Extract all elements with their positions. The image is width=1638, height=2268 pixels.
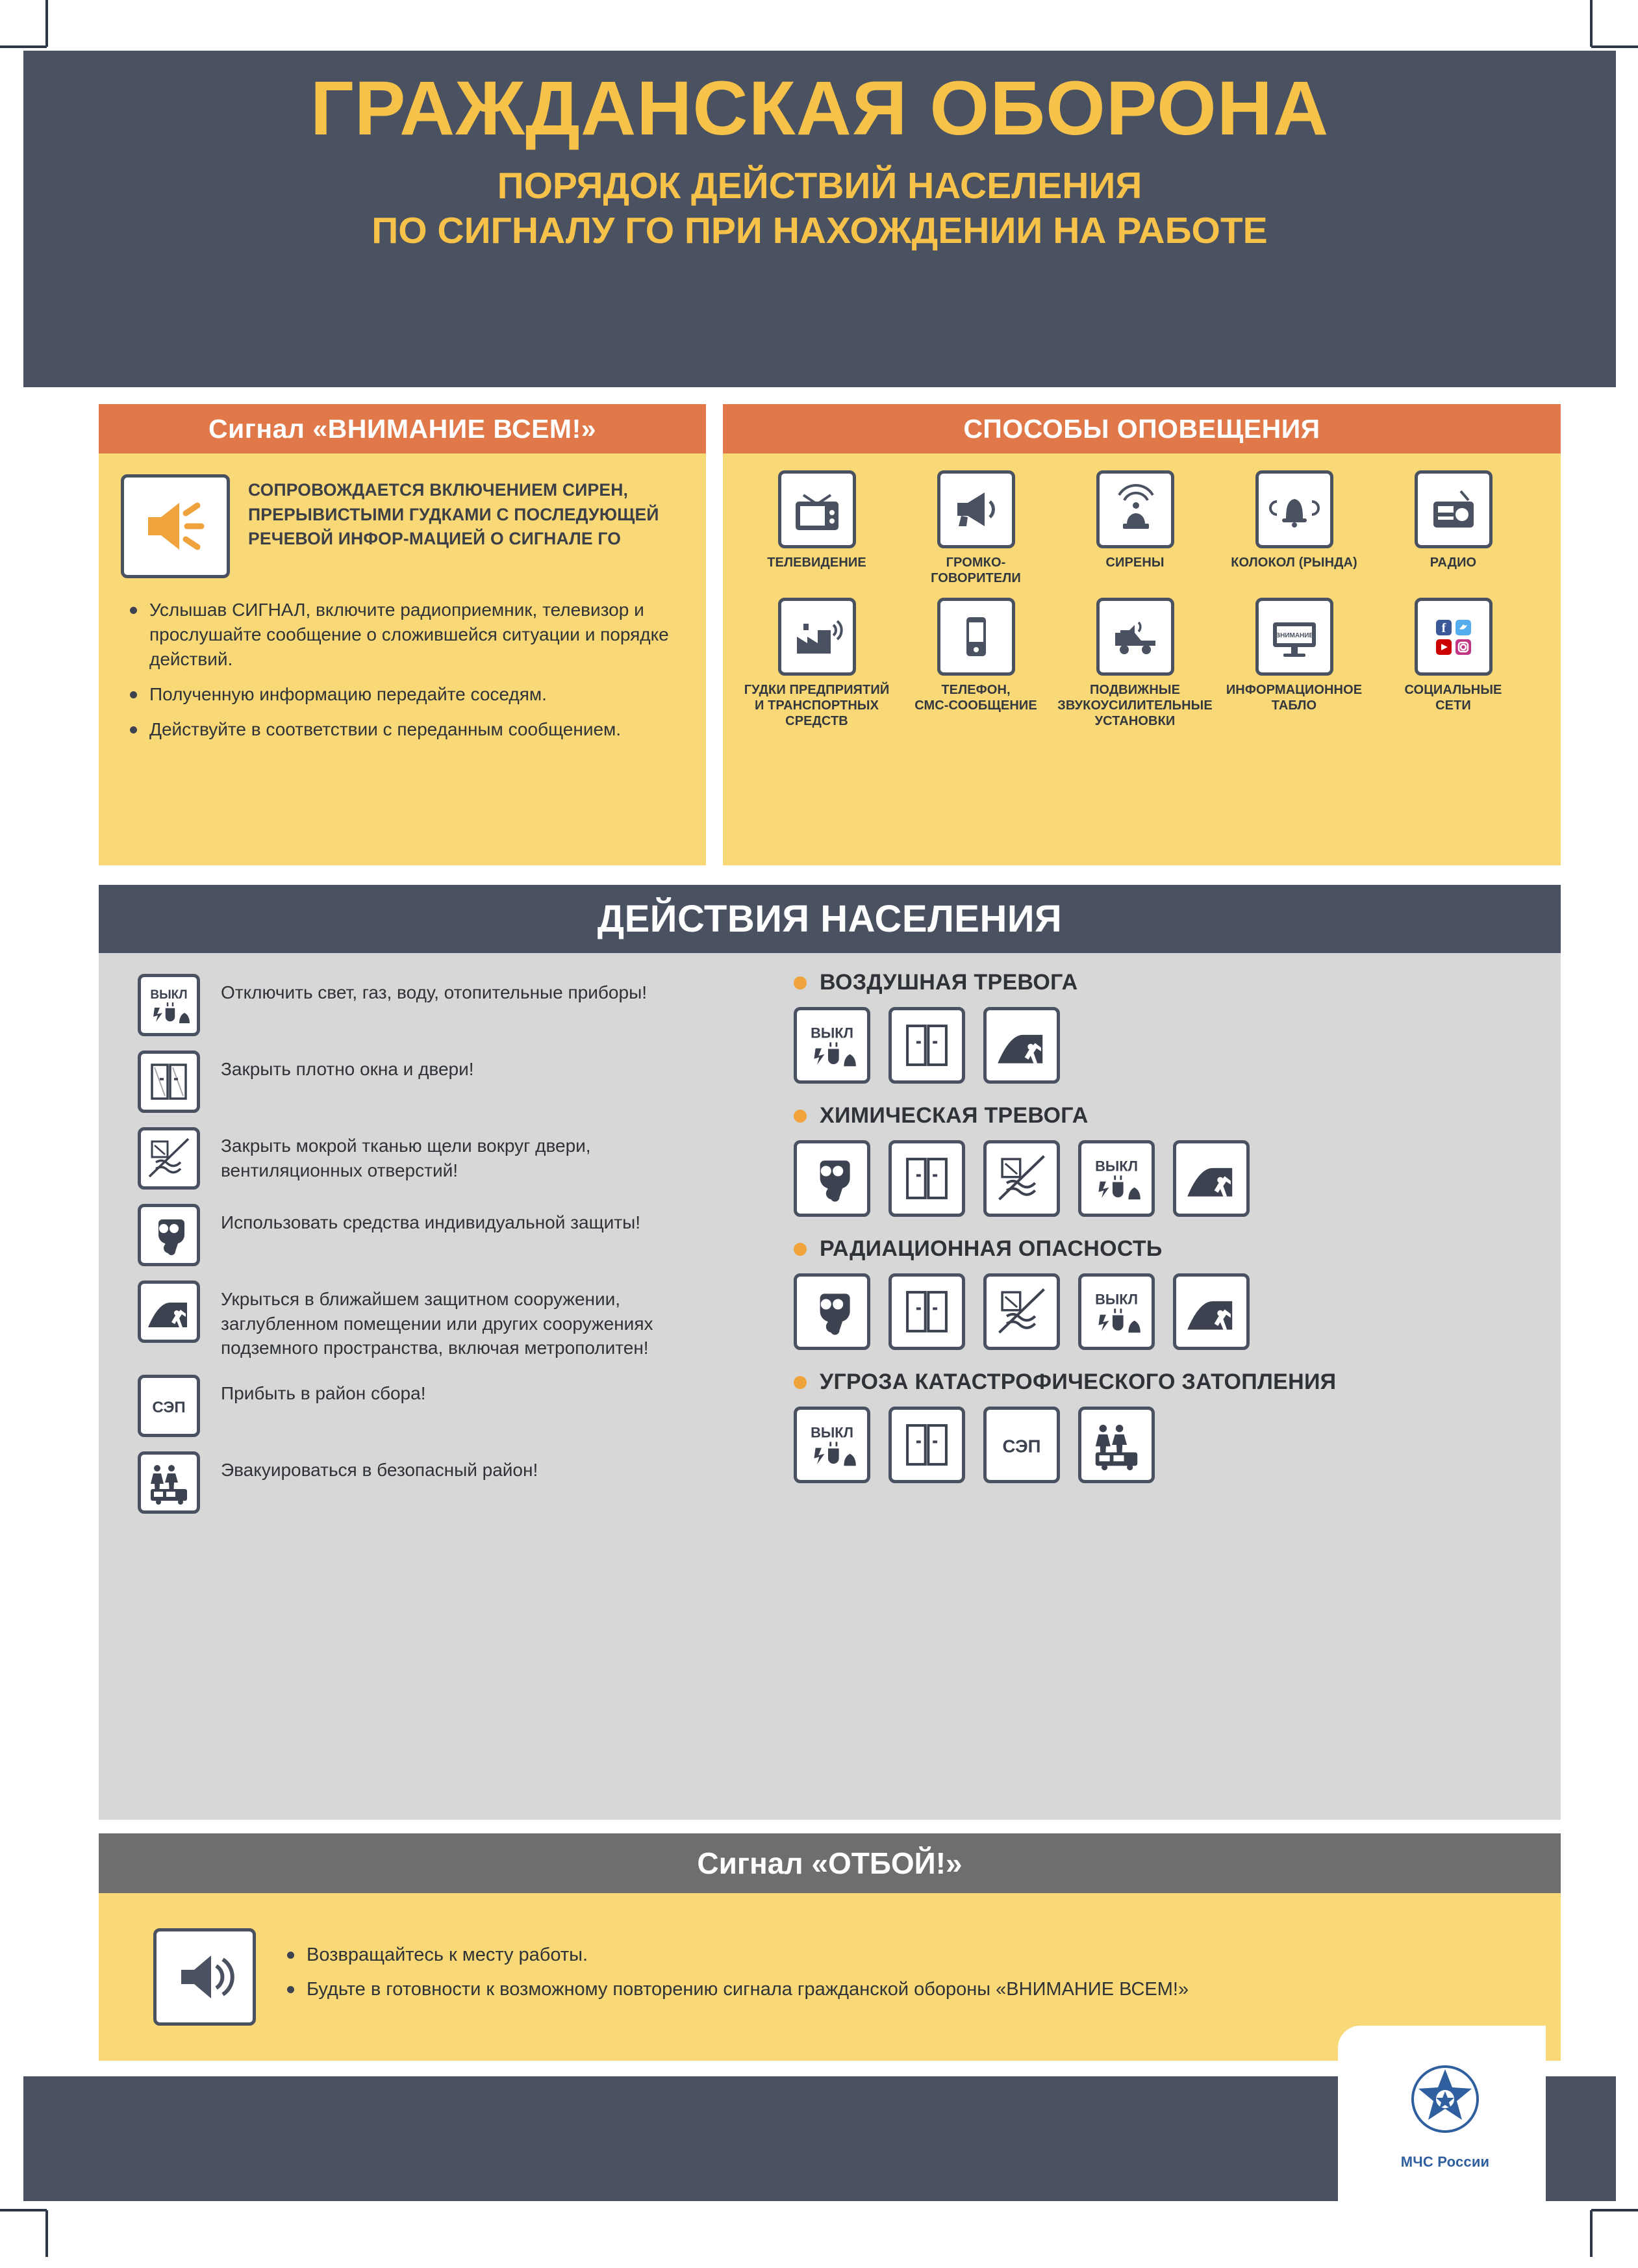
- shelter-icon: [138, 1281, 200, 1343]
- close-windows-icon: [138, 1051, 200, 1113]
- svg-text:ВНИМАНИЕ: ВНИМАНИЕ: [1275, 632, 1313, 639]
- alarm-title-row: [794, 970, 1528, 995]
- notification-item-label: СОЦИАЛЬНЫЕ СЕТИ: [1404, 683, 1502, 713]
- svg-text:ВЫКЛ: ВЫКЛ: [1095, 1291, 1138, 1308]
- gas-mask-icon: [794, 1273, 870, 1350]
- alarm-block-flood: [794, 1370, 1528, 1483]
- evacuation-bus-icon: [138, 1451, 200, 1514]
- action-step-text: Эвакуироваться в безопасный район!: [221, 1459, 538, 1480]
- alarm-icons: [794, 1407, 1528, 1483]
- list-item: [138, 1051, 709, 1113]
- alarm-block-chemical: [794, 1103, 1528, 1217]
- bullet-dot-icon: [794, 1110, 807, 1123]
- crop-mark-br-v: [1590, 2210, 1593, 2257]
- shelter-icon: [1173, 1273, 1250, 1350]
- close-windows-icon: [888, 1273, 965, 1350]
- list-item: Полученную информацию передайте соседям.: [127, 682, 680, 707]
- close-windows-icon: [888, 1140, 965, 1217]
- notification-item: [1215, 470, 1374, 586]
- action-step-text: Прибыть в район сбора!: [221, 1382, 426, 1403]
- list-item: Услышав СИГНАЛ, включите радиоприемник, телевизор и прослушайте сообщение о сложившейся ситуации и порядке действий.: [127, 598, 680, 672]
- alarm-title: РАДИАЦИОННАЯ ОПАСНОСТЬ: [820, 1236, 1163, 1261]
- list-item: [138, 974, 709, 1036]
- close-windows-icon: [888, 1007, 965, 1084]
- svg-text:СЭП: СЭП: [152, 1398, 186, 1416]
- emercom-label: МЧС России: [1400, 2154, 1490, 2170]
- gas-mask-icon: [138, 1204, 200, 1266]
- alarm-block-air: [794, 970, 1528, 1084]
- action-step-text: Закрыть мокрой тканью щели вокруг двери, вентиляционных отверстий!: [221, 1136, 591, 1180]
- signal-callout-row: [99, 453, 706, 578]
- crop-mark-br-h: [1591, 2209, 1638, 2211]
- power-off-icon: [1078, 1140, 1155, 1217]
- seal-cracks-icon: [138, 1127, 200, 1190]
- notification-item: [1055, 470, 1215, 586]
- action-step-text: Отключить свет, газ, воду, отопительные приборы!: [221, 982, 647, 1002]
- notification-item-label: ПОДВИЖНЫЕ ЗВУКОУСИЛИТЕЛЬНЫЕ УСТАНОВКИ: [1057, 683, 1213, 728]
- speaker-icon: [153, 1928, 256, 2026]
- emercom-star-icon: [1396, 2059, 1494, 2150]
- otboy-bullets: [284, 1943, 1189, 2011]
- notification-item-label: ТЕЛЕВИДЕНИЕ: [767, 555, 866, 570]
- notification-item: [896, 470, 1055, 586]
- alarm-title: ВОЗДУШНАЯ ТРЕВОГА: [820, 970, 1078, 995]
- page-subtitle: [372, 164, 1267, 254]
- list-item: Возвращайтесь к месту работы.: [284, 1943, 1189, 1968]
- otboy-heading: Сигнал «ОТБОЙ!»: [99, 1833, 1561, 1893]
- actions-heading: ДЕЙСТВИЯ НАСЕЛЕНИЯ: [99, 885, 1561, 953]
- alarm-icons: [794, 1273, 1528, 1350]
- svg-text:ВЫКЛ: ВЫКЛ: [811, 1424, 853, 1441]
- shelter-icon: [1173, 1140, 1250, 1217]
- list-item: [138, 1375, 709, 1437]
- bullet-dot-icon: [794, 1376, 807, 1389]
- notification-item: [896, 598, 1055, 729]
- notification-item-label: ГРОМКО- ГОВОРИТЕЛИ: [931, 555, 1021, 585]
- notification-item: [1374, 470, 1533, 586]
- notification-item: [1374, 598, 1533, 729]
- svg-text:f: f: [1441, 621, 1446, 635]
- assembly-point-icon: [138, 1375, 200, 1437]
- page-subtitle-line1: ПОРЯДОК ДЕЙСТВИЙ НАСЕЛЕНИЯ: [497, 164, 1142, 207]
- signal-panel-heading: Сигнал «ВНИМАНИЕ ВСЕМ!»: [99, 404, 706, 453]
- svg-text:ВЫКЛ: ВЫКЛ: [150, 988, 188, 1002]
- crop-mark-tr-h: [1591, 45, 1638, 48]
- bullet-dot-icon: [794, 1243, 807, 1256]
- notification-methods-panel: [723, 404, 1561, 865]
- signal-bullets: [99, 578, 706, 742]
- alarm-title-row: [794, 1370, 1528, 1395]
- alarm-title-row: [794, 1103, 1528, 1128]
- alarm-icons: [794, 1007, 1528, 1084]
- siren-icon: [1096, 470, 1174, 548]
- list-item: Действуйте в соответствии с переданным сообщением.: [127, 717, 680, 742]
- svg-text:ВЫКЛ: ВЫКЛ: [811, 1025, 853, 1041]
- bullet-dot-icon: [794, 976, 807, 989]
- power-off-icon: [1078, 1273, 1155, 1350]
- alarm-title-row: [794, 1236, 1528, 1262]
- alarm-title: УГРОЗА КАТАСТРОФИЧЕСКОГО ЗАТОПЛЕНИЯ: [820, 1370, 1337, 1394]
- notification-item-label: СИРЕНЫ: [1105, 555, 1165, 570]
- alarm-block-radiation: [794, 1236, 1528, 1350]
- notification-item: [1215, 598, 1374, 729]
- gas-mask-icon: [794, 1140, 870, 1217]
- notification-icon-grid: [723, 453, 1561, 741]
- notification-item-label: КОЛОКОЛ (РЫНДА): [1231, 555, 1357, 570]
- list-item: Будьте в готовности к возможному повторению сигнала гражданской обороны «ВНИМАНИЕ ВСЕМ!»: [284, 1977, 1189, 2002]
- mobile-phone-icon: [937, 598, 1015, 676]
- list-item: [138, 1281, 709, 1360]
- alarm-icons: [794, 1140, 1528, 1217]
- notification-item-label: ТЕЛЕФОН, СМС-СООБЩЕНИЕ: [914, 683, 1037, 713]
- sound-truck-icon: [1096, 598, 1174, 676]
- signal-panel: [99, 404, 706, 865]
- notification-item: [737, 598, 896, 729]
- notification-item-label: ИНФОРМАЦИОННОЕ ТАБЛО: [1226, 683, 1363, 713]
- notification-panel-heading: СПОСОБЫ ОПОВЕЩЕНИЯ: [723, 404, 1561, 453]
- crop-mark-tr-v: [1590, 0, 1593, 47]
- actions-body: [99, 953, 1561, 1820]
- power-off-icon: [138, 974, 200, 1036]
- list-item: [138, 1204, 709, 1266]
- television-icon: [778, 470, 856, 548]
- factory-horn-icon: [778, 598, 856, 676]
- crop-mark-bl-h: [0, 2209, 47, 2211]
- svg-text:ВЫКЛ: ВЫКЛ: [1095, 1158, 1138, 1175]
- header-band: [23, 51, 1616, 387]
- emercom-logo: [1383, 2046, 1507, 2183]
- actions-step-list: [138, 974, 709, 1528]
- action-step-text: Закрыть плотно окна и двери!: [221, 1059, 474, 1079]
- power-off-icon: [794, 1407, 870, 1483]
- action-step-text: Использовать средства индивидуальной защиты!: [221, 1212, 640, 1232]
- social-networks-icon: [1415, 598, 1493, 676]
- page-subtitle-line2: ПО СИГНАЛУ ГО ПРИ НАХОЖДЕНИИ НА РАБОТЕ: [372, 210, 1268, 252]
- alarm-list: [794, 970, 1528, 1503]
- loudspeaker-alert-icon: [121, 474, 230, 578]
- svg-text:СЭП: СЭП: [1002, 1436, 1041, 1457]
- action-step-text: Укрыться в ближайшем защитном сооружении, заглубленном помещении или других сооружениях подземного пространства, включая метрополитен!: [221, 1289, 653, 1358]
- close-windows-icon: [888, 1407, 965, 1483]
- seal-cracks-icon: [983, 1140, 1060, 1217]
- signal-callout-text: СОПРОВОЖДАЕТСЯ ВКЛЮЧЕНИЕМ СИРЕН, ПРЕРЫВИСТЫМИ ГУДКАМИ С ПОСЛЕДУЮЩЕЙ РЕЧЕВОЙ ИНФОР-МАЦИЕЙ О СИГНАЛЕ ГО: [248, 480, 659, 549]
- radio-icon: [1415, 470, 1493, 548]
- list-item: [138, 1127, 709, 1190]
- loudspeaker-icon: [937, 470, 1015, 548]
- power-off-icon: [794, 1007, 870, 1084]
- crop-mark-tl-v: [45, 0, 48, 47]
- alarm-title: ХИМИЧЕСКАЯ ТРЕВОГА: [820, 1103, 1089, 1128]
- seal-cracks-icon: [983, 1273, 1060, 1350]
- bell-icon: [1255, 470, 1333, 548]
- page-title: ГРАЖДАНСКАЯ ОБОРОНА: [310, 66, 1329, 151]
- list-item: [138, 1451, 709, 1514]
- evacuation-bus-icon: [1078, 1407, 1155, 1483]
- notification-item: [1055, 598, 1215, 729]
- crop-mark-tl-h: [0, 45, 47, 48]
- crop-mark-bl-v: [45, 2210, 48, 2257]
- assembly-point-icon: [983, 1407, 1060, 1483]
- notification-item-label: ГУДКИ ПРЕДПРИЯТИЙ И ТРАНСПОРТНЫХ СРЕДСТВ: [744, 683, 890, 728]
- notification-item: [737, 470, 896, 586]
- shelter-icon: [983, 1007, 1060, 1084]
- notification-item-label: РАДИО: [1430, 555, 1477, 570]
- information-board-icon: [1255, 598, 1333, 676]
